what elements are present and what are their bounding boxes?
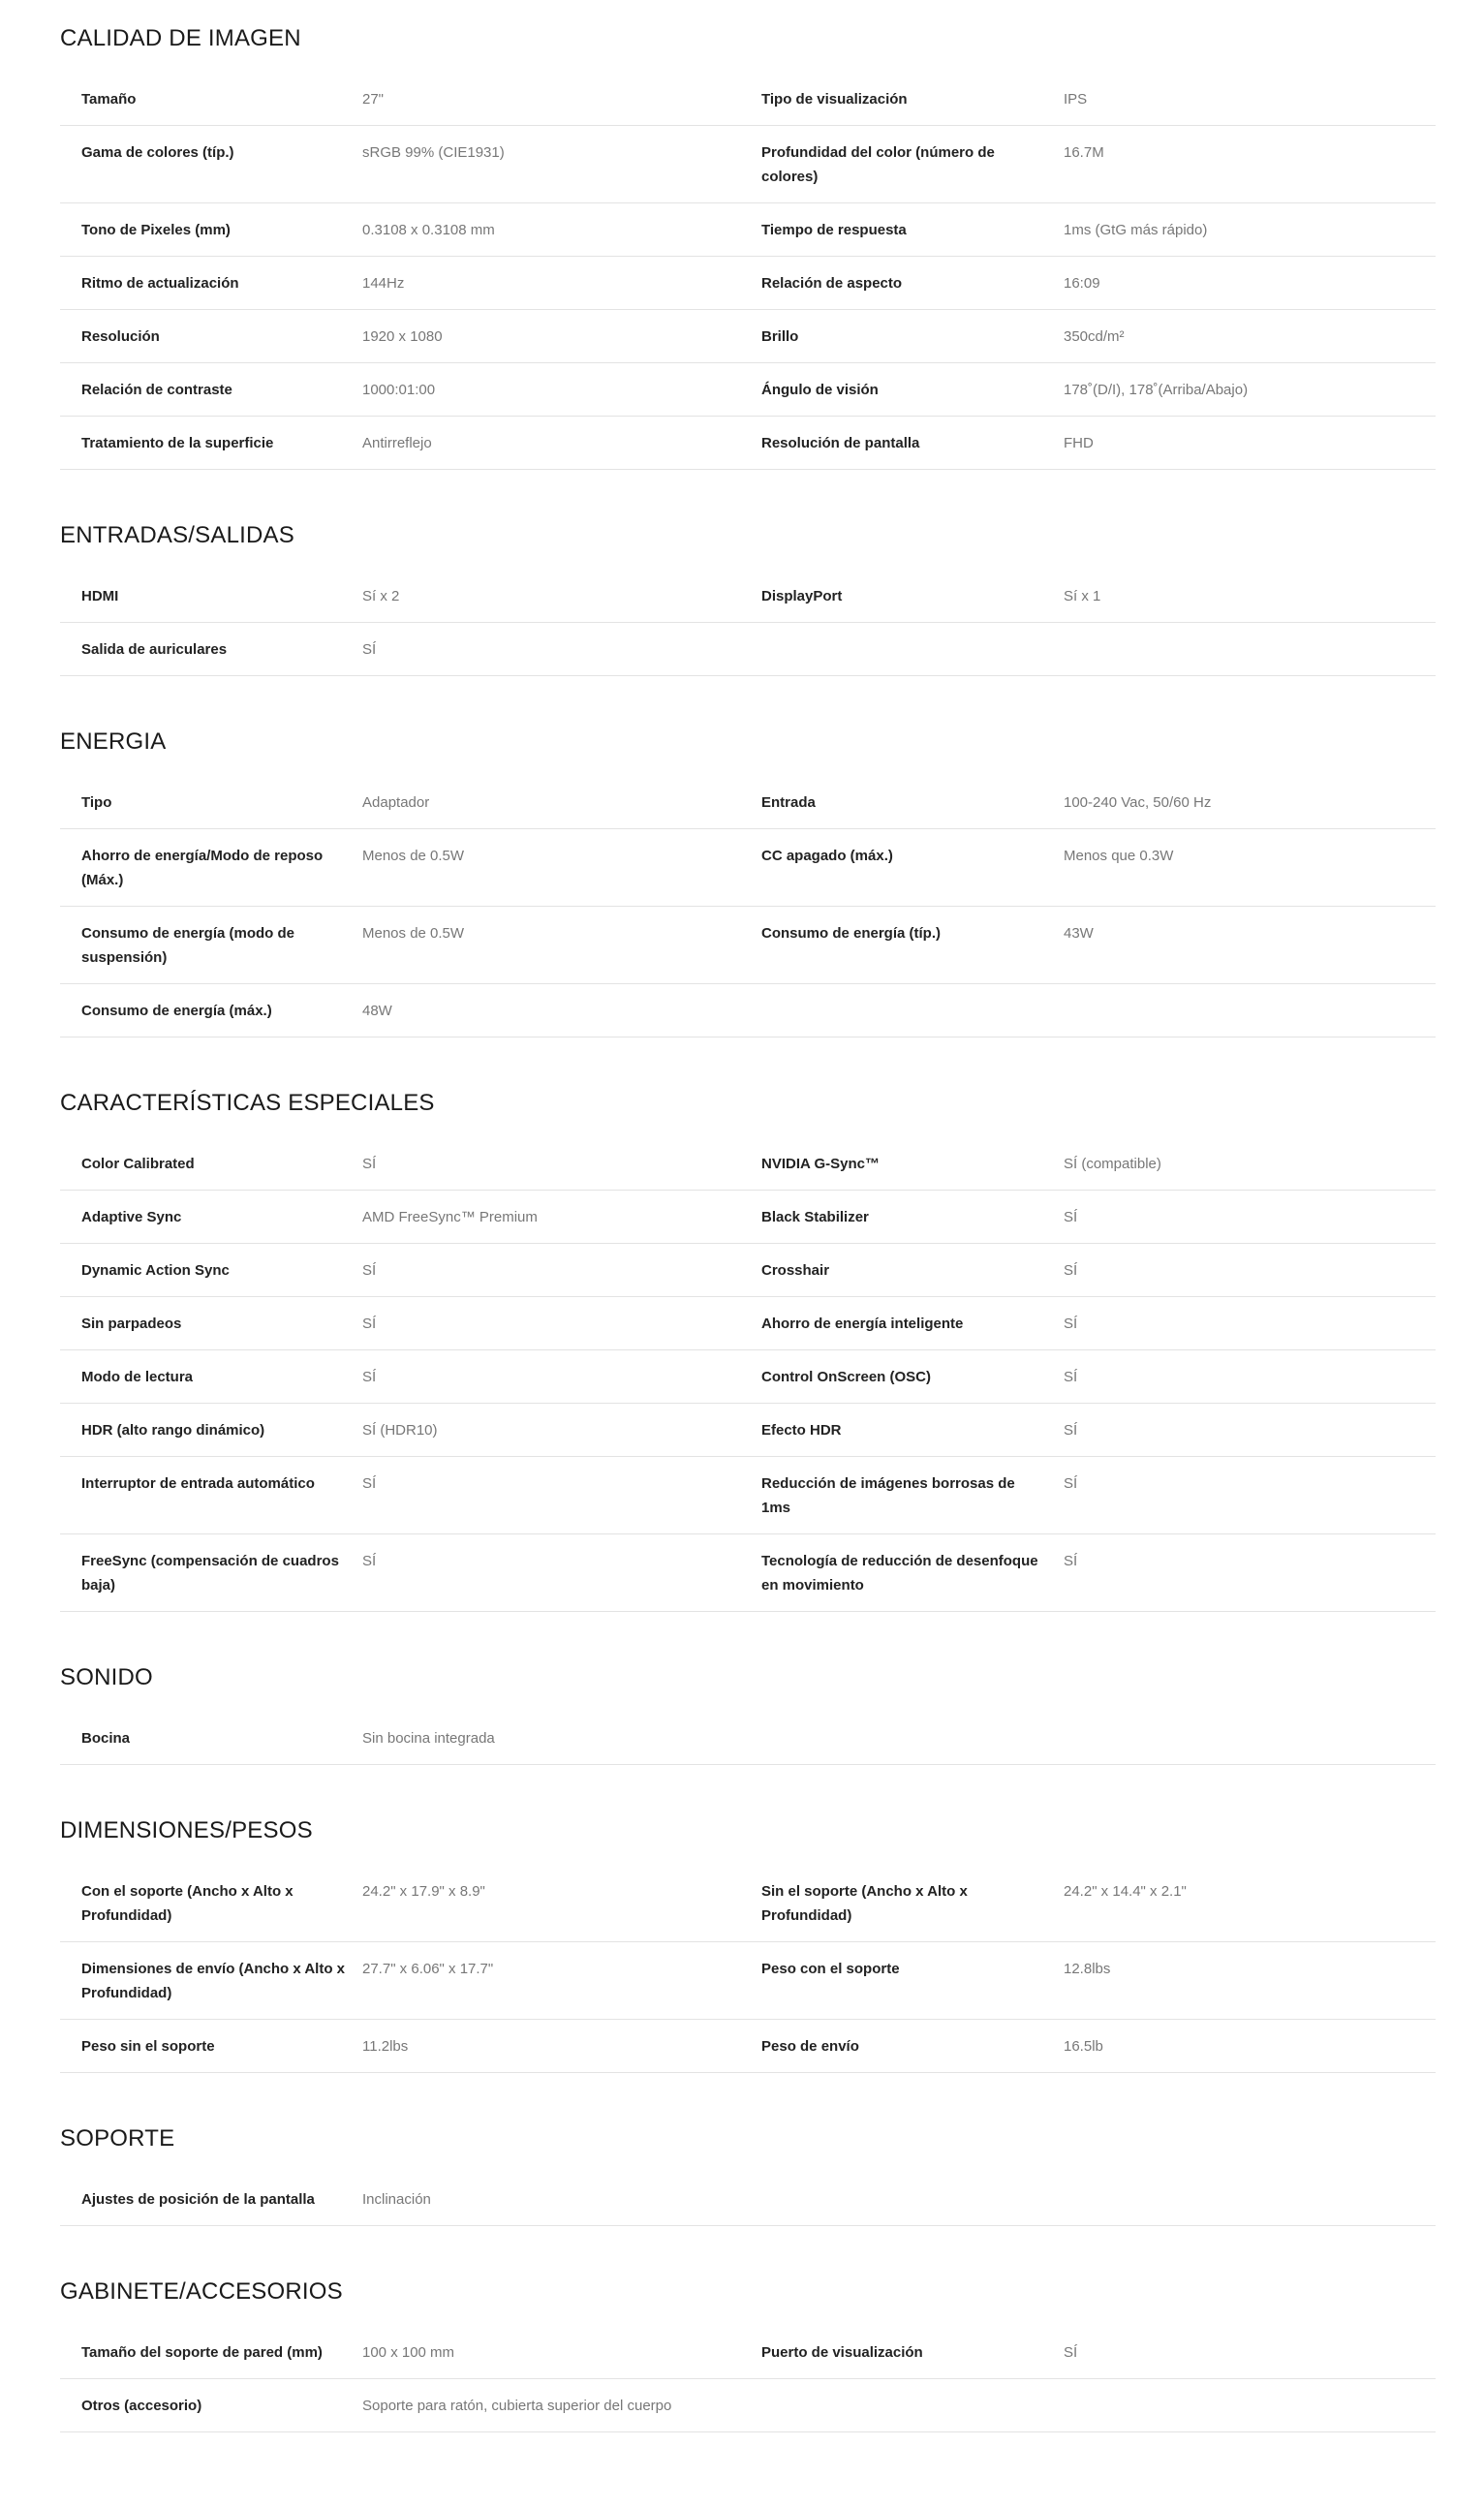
spec-label: NVIDIA G-Sync™ [761, 1156, 880, 1172]
spec-label: Peso sin el soporte [81, 2038, 215, 2055]
spec-label [761, 999, 1064, 1023]
section-title: SONIDO [60, 1664, 153, 1690]
spec-label: Tipo [81, 794, 112, 811]
spec-label: Dimensiones de envío (Ancho x Alto x Profundidad) [81, 1961, 345, 2001]
section-caracteristicas-especiales [60, 1084, 1436, 1612]
spec-value: FHD [1064, 435, 1094, 451]
spec-row [60, 907, 1436, 984]
section-soporte [60, 2120, 1436, 2226]
spec-row [60, 1191, 1436, 1244]
spec-value: 16:09 [1064, 275, 1100, 292]
spec-label: HDR (alto rango dinámico) [81, 1422, 265, 1439]
spec-value [1064, 637, 1436, 662]
spec-label: Sin el soporte (Ancho x Alto x Profundidad) [761, 1883, 968, 1924]
section-title: GABINETE/ACCESORIOS [60, 2278, 343, 2305]
spec-row [60, 1297, 1436, 1350]
spec-value: Menos que 0.3W [1064, 848, 1174, 864]
spec-value: SÍ [1064, 1422, 1078, 1439]
spec-label: Tamaño [81, 91, 137, 108]
spec-table [60, 570, 1436, 676]
spec-row [60, 126, 1436, 203]
spec-label: Peso de envío [761, 2038, 859, 2055]
spec-value: 1000:01:00 [362, 382, 436, 398]
spec-label: Consumo de energía (típ.) [761, 925, 942, 942]
spec-label [761, 2187, 1064, 2212]
section-title: CALIDAD DE IMAGEN [60, 25, 301, 51]
spec-label: Crosshair [761, 1262, 830, 1279]
spec-label: Efecto HDR [761, 1422, 842, 1439]
spec-label [761, 2394, 1064, 2418]
spec-value: SÍ [362, 1475, 377, 1492]
spec-label: Brillo [761, 328, 799, 345]
section-gabinete-accesorios [60, 2273, 1436, 2432]
spec-table [60, 1137, 1436, 1612]
section-dimensiones-pesos [60, 1811, 1436, 2073]
spec-label: Relación de contraste [81, 382, 232, 398]
spec-row [60, 2020, 1436, 2073]
section-title: SOPORTE [60, 2125, 175, 2152]
spec-label: Otros (accesorio) [81, 2398, 202, 2414]
spec-label: Sin parpadeos [81, 1316, 182, 1332]
spec-label [761, 1726, 1064, 1750]
spec-value: 16.5lb [1064, 2038, 1103, 2055]
spec-value: 24.2" x 14.4" x 2.1" [1064, 1883, 1187, 1900]
spec-table [60, 776, 1436, 1037]
spec-value: SÍ [362, 1262, 377, 1279]
spec-row [60, 2379, 1436, 2432]
spec-value: 43W [1064, 925, 1094, 942]
spec-label: Profundidad del color (número de colores) [761, 144, 995, 185]
spec-value: Menos de 0.5W [362, 848, 465, 864]
spec-row [60, 310, 1436, 363]
spec-label: Peso con el soporte [761, 1961, 900, 1977]
spec-row [60, 623, 1436, 676]
spec-value [1064, 2394, 1436, 2418]
spec-label: Gama de colores (típ.) [81, 144, 234, 161]
spec-value: SÍ [1064, 1369, 1078, 1385]
spec-value [1064, 1726, 1436, 1750]
spec-value: 27" [362, 91, 385, 108]
spec-value: 350cd/m² [1064, 328, 1125, 345]
spec-row [60, 1350, 1436, 1404]
spec-value: 100 x 100 mm [362, 2344, 455, 2361]
spec-value: Sin bocina integrada [362, 1730, 495, 1747]
spec-value: SÍ [362, 1369, 377, 1385]
spec-value: SÍ [1064, 1553, 1078, 1569]
section-title: DIMENSIONES/PESOS [60, 1817, 313, 1843]
spec-row [60, 2173, 1436, 2226]
spec-value: SÍ [1064, 1262, 1078, 1279]
spec-value: Soporte para ratón, cubierta superior del cuerpo [362, 2398, 672, 2414]
spec-row [60, 1457, 1436, 1534]
spec-label: Adaptive Sync [81, 1209, 182, 1225]
spec-value: SÍ [1064, 1209, 1078, 1225]
spec-row [60, 1137, 1436, 1191]
spec-label: Control OnScreen (OSC) [761, 1369, 932, 1385]
spec-row [60, 1404, 1436, 1457]
spec-row [60, 570, 1436, 623]
spec-label: Bocina [81, 1730, 131, 1747]
section-sonido [60, 1658, 1436, 1765]
spec-value: SÍ [1064, 1316, 1078, 1332]
spec-label: Color Calibrated [81, 1156, 195, 1172]
spec-label [761, 637, 1064, 662]
spec-label: Dynamic Action Sync [81, 1262, 230, 1279]
spec-value: Sí x 1 [1064, 588, 1101, 604]
spec-value: SÍ (compatible) [1064, 1156, 1161, 1172]
spec-table [60, 2326, 1436, 2432]
spec-label: FreeSync (compensación de cuadros baja) [81, 1553, 339, 1594]
section-title: ENTRADAS/SALIDAS [60, 522, 294, 548]
spec-row [60, 73, 1436, 126]
spec-value: 12.8lbs [1064, 1961, 1111, 1977]
spec-label: Con el soporte (Ancho x Alto x Profundidad) [81, 1883, 294, 1924]
spec-value: SÍ (HDR10) [362, 1422, 438, 1439]
spec-value: Sí x 2 [362, 588, 400, 604]
spec-row [60, 203, 1436, 257]
spec-value: SÍ [362, 1316, 377, 1332]
spec-label: Relación de aspecto [761, 275, 903, 292]
spec-value: 27.7" x 6.06" x 17.7" [362, 1961, 494, 1977]
spec-value: 100-240 Vac, 50/60 Hz [1064, 794, 1212, 811]
spec-label: Tipo de visualización [761, 91, 908, 108]
spec-value: SÍ [362, 1156, 377, 1172]
spec-table [60, 73, 1436, 470]
spec-value: AMD FreeSync™ Premium [362, 1209, 538, 1225]
spec-value: 1920 x 1080 [362, 328, 443, 345]
spec-label: Salida de auriculares [81, 641, 228, 658]
section-calidad-de-imagen [60, 19, 1436, 470]
spec-row [60, 1534, 1436, 1612]
spec-value: 48W [362, 1003, 392, 1019]
spec-row [60, 984, 1436, 1037]
spec-value: 178˚(D/I), 178˚(Arriba/Abajo) [1064, 382, 1249, 398]
spec-label: Tratamiento de la superficie [81, 435, 274, 451]
spec-label: Ahorro de energía inteligente [761, 1316, 964, 1332]
spec-value: 1ms (GtG más rápido) [1064, 222, 1208, 238]
spec-row [60, 776, 1436, 829]
spec-row [60, 2326, 1436, 2379]
spec-label: CC apagado (máx.) [761, 848, 893, 864]
spec-label: Tiempo de respuesta [761, 222, 907, 238]
spec-label: Entrada [761, 794, 816, 811]
spec-label: Tecnología de reducción de desenfoque en movimiento [761, 1553, 1038, 1594]
spec-value: 24.2" x 17.9" x 8.9" [362, 1883, 485, 1900]
spec-row [60, 829, 1436, 907]
spec-row [60, 363, 1436, 417]
spec-label: Modo de lectura [81, 1369, 194, 1385]
spec-label: Black Stabilizer [761, 1209, 869, 1225]
section-energia [60, 723, 1436, 1037]
spec-value: Antirreflejo [362, 435, 432, 451]
spec-row [60, 1865, 1436, 1942]
spec-value: Inclinación [362, 2191, 431, 2208]
spec-row [60, 1712, 1436, 1765]
spec-value: 16.7M [1064, 144, 1104, 161]
spec-label: Consumo de energía (máx.) [81, 1003, 272, 1019]
section-entradas-salidas [60, 516, 1436, 676]
spec-value: SÍ [362, 641, 377, 658]
section-title: CARACTERÍSTICAS ESPECIALES [60, 1090, 435, 1116]
spec-label: Ángulo de visión [761, 382, 879, 398]
spec-value: IPS [1064, 91, 1088, 108]
spec-label: Interruptor de entrada automático [81, 1475, 315, 1492]
spec-label: DisplayPort [761, 588, 843, 604]
spec-label: Consumo de energía (modo de suspensión) [81, 925, 295, 966]
spec-value [1064, 2187, 1436, 2212]
spec-value: SÍ [1064, 1475, 1078, 1492]
spec-value [1064, 999, 1436, 1023]
spec-value: sRGB 99% (CIE1931) [362, 144, 505, 161]
spec-value: 144Hz [362, 275, 405, 292]
spec-value: 11.2lbs [362, 2038, 409, 2055]
spec-label: Ahorro de energía/Modo de reposo (Máx.) [81, 848, 324, 888]
spec-table [60, 1712, 1436, 1765]
spec-value: SÍ [362, 1553, 377, 1569]
spec-label: HDMI [81, 588, 119, 604]
spec-label: Tamaño del soporte de pared (mm) [81, 2344, 323, 2361]
spec-table [60, 1865, 1436, 2073]
spec-label: Tono de Pixeles (mm) [81, 222, 231, 238]
spec-row [60, 417, 1436, 470]
spec-value: 0.3108 x 0.3108 mm [362, 222, 495, 238]
spec-row [60, 1942, 1436, 2020]
spec-row [60, 1244, 1436, 1297]
spec-row [60, 257, 1436, 310]
spec-label: Resolución [81, 328, 160, 345]
spec-value: SÍ [1064, 2344, 1078, 2361]
spec-label: Puerto de visualización [761, 2344, 923, 2361]
spec-value: Menos de 0.5W [362, 925, 465, 942]
spec-value: Adaptador [362, 794, 430, 811]
spec-label: Ajustes de posición de la pantalla [81, 2191, 315, 2208]
spec-table [60, 2173, 1436, 2226]
section-title: ENERGIA [60, 728, 167, 755]
spec-label: Ritmo de actualización [81, 275, 239, 292]
spec-label: Reducción de imágenes borrosas de 1ms [761, 1475, 1015, 1516]
spec-label: Resolución de pantalla [761, 435, 920, 451]
